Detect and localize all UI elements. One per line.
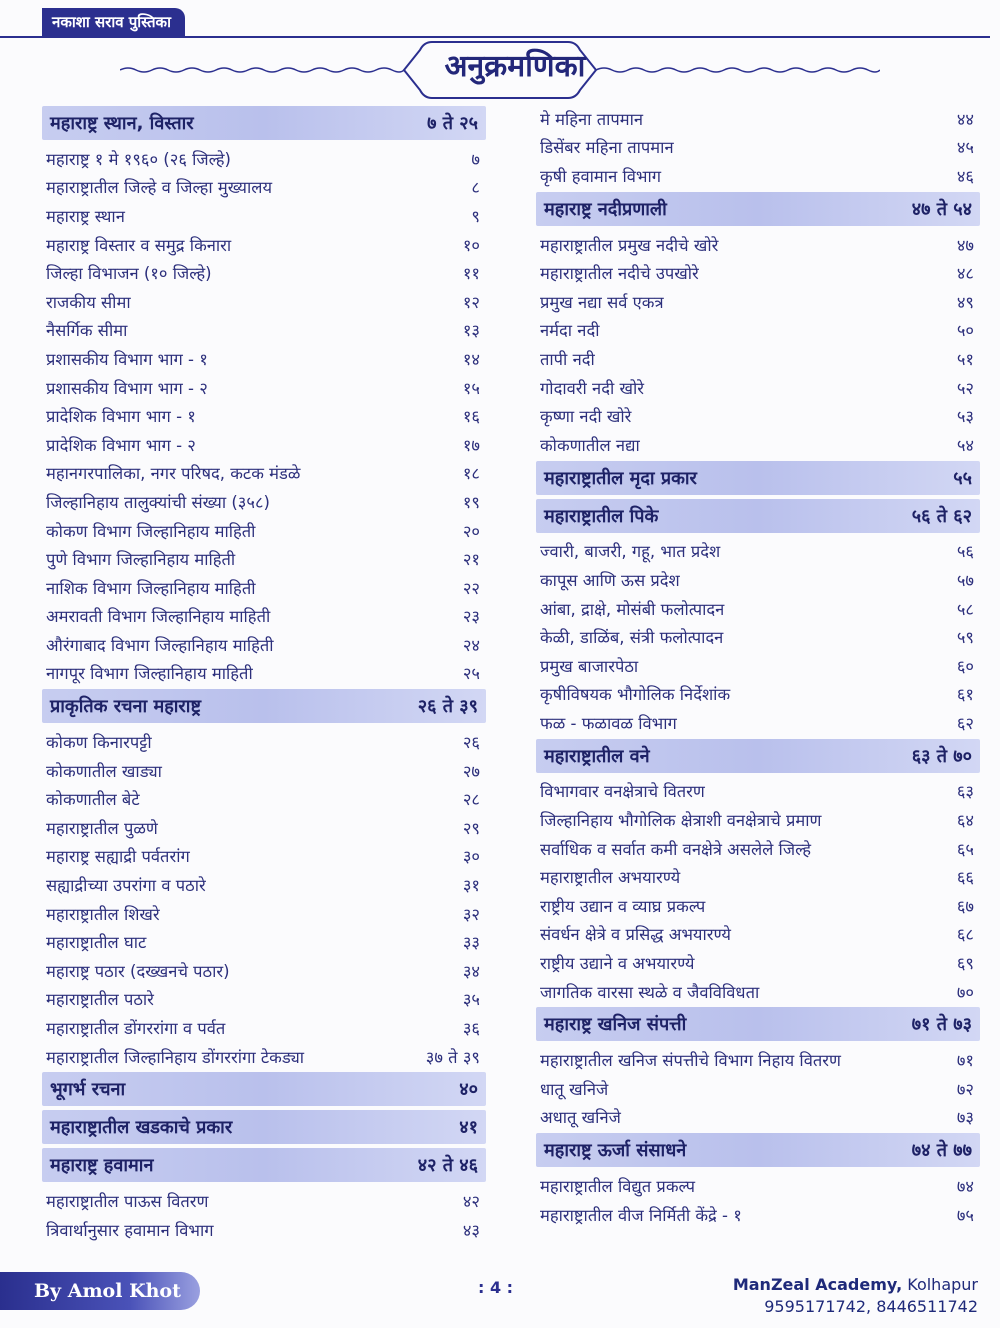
toc-entry <box>536 680 980 709</box>
toc-entry <box>536 862 980 891</box>
page-ref: ३५ <box>462 990 480 1010</box>
toc-entry <box>536 258 980 287</box>
toc-section-header <box>536 1007 980 1041</box>
page-ref: ३२ <box>462 904 480 924</box>
toc-entry <box>42 344 486 373</box>
toc-entry <box>42 287 486 316</box>
toc-entry <box>536 104 980 133</box>
toc-entry <box>536 777 980 806</box>
page-ref: ३१ <box>462 876 480 896</box>
page-ref: ४७ <box>956 235 974 255</box>
toc-entry <box>536 834 980 863</box>
org-line <box>733 1274 978 1296</box>
toc-entry <box>536 344 980 373</box>
toc-entry <box>536 805 980 834</box>
toc-entry <box>536 1171 980 1200</box>
page-ref: १७ <box>462 435 480 455</box>
entry-title: अधातू खनिजे <box>540 1108 621 1128</box>
page-ref: १४ <box>462 349 480 369</box>
page-ref: ९ <box>471 206 480 226</box>
toc-entry <box>536 1200 980 1229</box>
entry-title: महाराष्ट्रातील प्रमुख नदीचे खोरे <box>540 235 719 255</box>
book-title-tag: नकाशा सराव पुस्तिका <box>42 8 185 36</box>
entry-title: राष्ट्रीय उद्यान व व्याघ्र प्रकल्प <box>540 896 706 916</box>
entry-title: महाराष्ट्रातील डोंगररांगा व पर्वत <box>46 1019 226 1039</box>
author-badge: By Amol Khot <box>0 1272 200 1310</box>
page-ref: १९ <box>462 492 480 512</box>
toc-entry <box>42 316 486 345</box>
entry-title: संवर्धन क्षेत्रे व प्रसिद्ध अभयारण्ये <box>540 925 731 945</box>
toc-entry <box>42 1042 486 1071</box>
page-ref: ४२ ते ४६ <box>417 1155 478 1177</box>
entry-title: महाराष्ट्र १ मे १९६० (२६ जिल्हे) <box>46 149 231 169</box>
section-title: महाराष्ट्र हवामान <box>50 1155 154 1177</box>
page-ref: २६ ते ३९ <box>417 696 478 718</box>
entry-title: महाराष्ट्रातील नदीचे उपखोरे <box>540 264 699 284</box>
page-ref: १३ <box>462 321 480 341</box>
page-ref: ६६ <box>956 868 974 888</box>
page-ref: ७१ <box>956 1051 974 1071</box>
toc-entry <box>536 133 980 162</box>
entry-title: महाराष्ट्र स्थान <box>46 206 125 226</box>
toc-entry <box>42 1013 486 1042</box>
entry-title: मे महिना तापमान <box>540 109 644 129</box>
toc-entry <box>536 537 980 566</box>
page-ref: २७ <box>462 761 480 781</box>
page-ref: ५५ <box>953 467 972 489</box>
page-ref: ५९ <box>956 628 974 648</box>
toc-entry <box>42 842 486 871</box>
page-ref: २६ <box>462 733 480 753</box>
section-title: महाराष्ट्र स्थान, विस्तार <box>50 113 194 134</box>
entry-title: ज्वारी, बाजरी, गहू, भात प्रदेश <box>540 542 721 562</box>
entry-title: महाराष्ट्रातील अभयारण्ये <box>540 868 681 888</box>
entry-title: पुणे विभाग जिल्हानिहाय माहिती <box>46 550 236 570</box>
toc-section-header <box>42 1148 486 1182</box>
page-ref: ६४ <box>956 811 974 831</box>
toc-entry <box>42 516 486 545</box>
page-ref: ७ <box>471 149 480 169</box>
toc-entry <box>42 373 486 402</box>
section-title: महाराष्ट्र खनिज संपत्ती <box>544 1014 687 1036</box>
entry-title: गोदावरी नदी खोरे <box>540 378 644 398</box>
toc-entry <box>536 622 980 651</box>
page-ref: ५७ <box>956 570 974 590</box>
toc-section-header <box>42 106 486 140</box>
toc-entry <box>536 1045 980 1074</box>
page-ref: २९ <box>462 818 480 838</box>
page-number: : 4 : <box>478 1278 514 1297</box>
toc-entry <box>536 1103 980 1132</box>
page-ref: २५ <box>462 664 480 684</box>
page-ref: ३३ <box>462 933 480 953</box>
page-ref: ४७ ते ५४ <box>911 198 972 220</box>
entry-title: सर्वाधिक व सर्वात कमी वनक्षेत्रे असलेले जिल्हे <box>540 839 811 859</box>
toc-entry <box>42 173 486 202</box>
toc-entry <box>536 373 980 402</box>
section-title: भूगर्भ रचना <box>50 1079 126 1101</box>
page-ref: १५ <box>462 378 480 398</box>
page-ref: ७० <box>956 982 974 1002</box>
section-title: महाराष्ट्रातील खडकाचे प्रकार <box>50 1117 233 1139</box>
entry-title: नागपूर विभाग जिल्हानिहाय माहिती <box>46 664 253 684</box>
page-ref: ३६ <box>462 1019 480 1039</box>
page-ref: ४६ <box>956 166 974 186</box>
page-ref: २४ <box>462 635 480 655</box>
toc-left-column <box>42 104 486 1244</box>
page-ref: ५१ <box>956 349 974 369</box>
entry-title: राजकीय सीमा <box>46 292 131 312</box>
page-ref: ५४ <box>956 435 974 455</box>
entry-title: धातू खनिजे <box>540 1079 609 1099</box>
toc-section-header <box>42 1110 486 1144</box>
toc-entry <box>536 594 980 623</box>
entry-title: कृष्णा नदी खोरे <box>540 407 632 427</box>
entry-title: प्रमुख बाजारपेठा <box>540 656 639 676</box>
page-ref: ६३ ते ७० <box>911 745 972 767</box>
phone-numbers: 9595171742, 8446511742 <box>764 1297 978 1316</box>
page-ref: ७२ <box>956 1079 974 1099</box>
toc-entry <box>42 144 486 173</box>
toc-entry <box>536 891 980 920</box>
entry-title: कोकणातील नद्या <box>540 435 640 455</box>
entry-title: महाराष्ट्र विस्तार व समुद्र किनारा <box>46 235 232 255</box>
toc-entry <box>536 565 980 594</box>
entry-title: महाराष्ट्रातील वीज निर्मिती केंद्रे - १ <box>540 1205 742 1225</box>
section-title: महाराष्ट्रातील वने <box>544 745 650 767</box>
toc-entry <box>42 927 486 956</box>
page-ref: ४५ <box>956 138 974 158</box>
toc-section-header <box>42 1072 486 1106</box>
toc-entry <box>42 659 486 688</box>
entry-title: जिल्हा विभाजन (१० जिल्हे) <box>46 264 212 284</box>
page-ref: ५६ <box>956 542 974 562</box>
page-ref: २१ <box>462 550 480 570</box>
page-ref: ११ <box>462 264 480 284</box>
entry-title: अमरावती विभाग जिल्हानिहाय माहिती <box>46 607 271 627</box>
toc-entry <box>536 651 980 680</box>
toc-section-header <box>536 192 980 226</box>
publisher-info <box>733 1274 978 1318</box>
toc-entry <box>536 161 980 190</box>
page-ref: ७ ते २५ <box>427 113 478 134</box>
entry-title: नैसर्गिक सीमा <box>46 321 128 341</box>
toc-entry <box>42 899 486 928</box>
entry-title: प्रशासकीय विभाग भाग - २ <box>46 378 208 398</box>
page-ref: ४९ <box>956 292 974 312</box>
page-ref: ३४ <box>462 961 480 981</box>
entry-title: नर्मदा नदी <box>540 321 600 341</box>
entry-title: जागतिक वारसा स्थळे व जैवविविधता <box>540 982 760 1002</box>
page-ref: ७४ ते ७७ <box>911 1140 972 1162</box>
title-banner <box>120 36 880 100</box>
entry-title: कोकण किनारपट्टी <box>46 733 152 753</box>
entry-title: कृषी हवामान विभाग <box>540 166 662 186</box>
page-ref: ६७ <box>956 896 974 916</box>
page-ref: २८ <box>462 790 480 810</box>
toc-section-header <box>536 499 980 533</box>
page-ref: ५२ <box>956 378 974 398</box>
entry-title: नाशिक विभाग जिल्हानिहाय माहिती <box>46 578 256 598</box>
page-ref: ५३ <box>956 407 974 427</box>
toc-entry <box>42 1215 486 1244</box>
toc-entry <box>42 956 486 985</box>
toc-entry <box>42 630 486 659</box>
page-ref: ७३ <box>956 1108 974 1128</box>
page-ref: ४० <box>459 1079 478 1101</box>
toc-entry <box>42 870 486 899</box>
toc-entry <box>42 573 486 602</box>
entry-title: डिसेंबर महिना तापमान <box>540 138 674 158</box>
page-ref: ७४ <box>956 1177 974 1197</box>
toc-entry <box>42 201 486 230</box>
entry-title: महाराष्ट्रातील जिल्हानिहाय डोंगररांगा टेकड्या <box>46 1047 305 1067</box>
toc-entry <box>536 401 980 430</box>
toc-section-header <box>536 461 980 495</box>
section-title: महाराष्ट्र नदीप्रणाली <box>544 198 667 220</box>
section-title: महाराष्ट्रातील मृदा प्रकार <box>544 467 697 489</box>
toc-entry <box>42 727 486 756</box>
entry-title: महाराष्ट्रातील घाट <box>46 933 147 953</box>
entry-title: औरंगाबाद विभाग जिल्हानिहाय माहिती <box>46 635 274 655</box>
page-ref: ५६ ते ६२ <box>911 505 972 527</box>
entry-title: महाराष्ट्र सह्याद्री पर्वतरांग <box>46 847 190 867</box>
entry-title: सह्याद्रीच्या उपरांगा व पठारे <box>46 876 206 896</box>
entry-title: महाराष्ट्रातील पाऊस वितरण <box>46 1192 209 1212</box>
toc-entry <box>42 813 486 842</box>
page-ref: ६८ <box>956 925 974 945</box>
page-ref: ४२ <box>462 1192 480 1212</box>
toc-entry <box>42 430 486 459</box>
entry-title: महाराष्ट्र पठार (दख्खनचे पठार) <box>46 961 230 981</box>
toc-entry <box>42 258 486 287</box>
entry-title: जिल्हानिहाय तालुक्यांची संख्या (३५८) <box>46 492 270 512</box>
toc-entry <box>536 708 980 737</box>
section-title: महाराष्ट्रातील पिके <box>544 505 659 527</box>
toc-entry <box>42 784 486 813</box>
org-city: Kolhapur <box>902 1275 978 1294</box>
page-ref: ४४ <box>956 109 974 129</box>
toc-right-column <box>536 104 980 1228</box>
entry-title: महाराष्ट्रातील पुळणे <box>46 818 158 838</box>
entry-title: विभागवार वनक्षेत्राचे वितरण <box>540 782 705 802</box>
toc-entry <box>536 920 980 949</box>
entry-title: त्रिवार्थानुसार हवामान विभाग <box>46 1220 214 1240</box>
page-ref: ६५ <box>956 839 974 859</box>
entry-title: प्रादेशिक विभाग भाग - १ <box>46 407 196 427</box>
page-title: अनुक्रमणिका <box>444 49 586 84</box>
page-ref: १८ <box>462 464 480 484</box>
page-ref: ६९ <box>956 954 974 974</box>
page-ref: ७१ ते ७३ <box>911 1014 972 1036</box>
entry-title: कोकण विभाग जिल्हानिहाय माहिती <box>46 521 256 541</box>
entry-title: कापूस आणि ऊस प्रदेश <box>540 570 680 590</box>
entry-title: महाराष्ट्रातील खनिज संपत्तीचे विभाग निहाय वितरण <box>540 1051 841 1071</box>
page-ref: ७५ <box>956 1205 974 1225</box>
org-name: ManZeal Academy, <box>732 1275 903 1294</box>
entry-title: आंबा, द्राक्षे, मोसंबी फलोत्पादन <box>540 599 725 619</box>
toc-entry <box>42 602 486 631</box>
entry-title: महानगरपालिका, नगर परिषद, कटक मंडळे <box>46 464 301 484</box>
entry-title: तापी नदी <box>540 349 595 369</box>
top-header-bar <box>0 8 990 38</box>
entry-title: केळी, डाळिंब, संत्री फलोत्पादन <box>540 628 724 648</box>
entry-title: राष्ट्रीय उद्याने व अभयारण्ये <box>540 954 695 974</box>
page-ref: ६३ <box>956 782 974 802</box>
entry-title: जिल्हानिहाय भौगोलिक क्षेत्राशी वनक्षेत्राचे प्रमाण <box>540 811 822 831</box>
toc-entry <box>536 977 980 1006</box>
toc-entry <box>536 287 980 316</box>
page-ref: ८ <box>471 178 480 198</box>
toc-entry <box>42 544 486 573</box>
toc-entry <box>536 1074 980 1103</box>
toc-entry <box>42 401 486 430</box>
toc-entry <box>42 985 486 1014</box>
entry-title: फळ - फळावळ विभाग <box>540 713 677 733</box>
page-ref: ६० <box>956 656 974 676</box>
page-ref: २२ <box>462 578 480 598</box>
toc-entry <box>42 756 486 785</box>
entry-title: महाराष्ट्रातील जिल्हे व जिल्हा मुख्यालय <box>46 178 273 198</box>
toc-entry <box>536 316 980 345</box>
toc-section-header <box>536 1133 980 1167</box>
page-ref: २० <box>462 521 480 541</box>
toc-entry <box>536 430 980 459</box>
page-ref: ३० <box>462 847 480 867</box>
toc-entry <box>42 459 486 488</box>
page-ref: ६१ <box>956 685 974 705</box>
section-title: प्राकृतिक रचना महाराष्ट्र <box>50 696 201 718</box>
entry-title: महाराष्ट्रातील पठारे <box>46 990 154 1010</box>
section-title: महाराष्ट्र ऊर्जा संसाधने <box>544 1140 687 1162</box>
toc-section-header <box>42 689 486 723</box>
toc-entry <box>536 948 980 977</box>
page-ref: १० <box>462 235 480 255</box>
page-ref: ४३ <box>462 1220 480 1240</box>
page-ref: ४१ <box>459 1117 478 1139</box>
toc-entry <box>536 230 980 259</box>
toc-entry <box>42 1186 486 1215</box>
entry-title: प्रमुख नद्या सर्व एकत्र <box>540 292 664 312</box>
page-ref: २३ <box>462 607 480 627</box>
entry-title: कोकणातील खाड्या <box>46 761 162 781</box>
entry-title: महाराष्ट्रातील शिखरे <box>46 904 160 924</box>
toc-entry <box>42 230 486 259</box>
toc-section-header <box>536 739 980 773</box>
page-ref: ३७ ते ३९ <box>425 1047 480 1067</box>
page-ref: १६ <box>462 407 480 427</box>
page-ref: ५० <box>956 321 974 341</box>
entry-title: कृषीविषयक भौगोलिक निर्देशांक <box>540 685 731 705</box>
page-ref: ५८ <box>956 599 974 619</box>
entry-title: कोकणातील बेटे <box>46 790 140 810</box>
toc-entry <box>42 487 486 516</box>
entry-title: महाराष्ट्रातील विद्युत प्रकल्प <box>540 1177 695 1197</box>
entry-title: प्रादेशिक विभाग भाग - २ <box>46 435 196 455</box>
entry-title: प्रशासकीय विभाग भाग - १ <box>46 349 208 369</box>
page-ref: ४८ <box>956 264 974 284</box>
page-ref: ६२ <box>956 713 974 733</box>
page-ref: १२ <box>462 292 480 312</box>
